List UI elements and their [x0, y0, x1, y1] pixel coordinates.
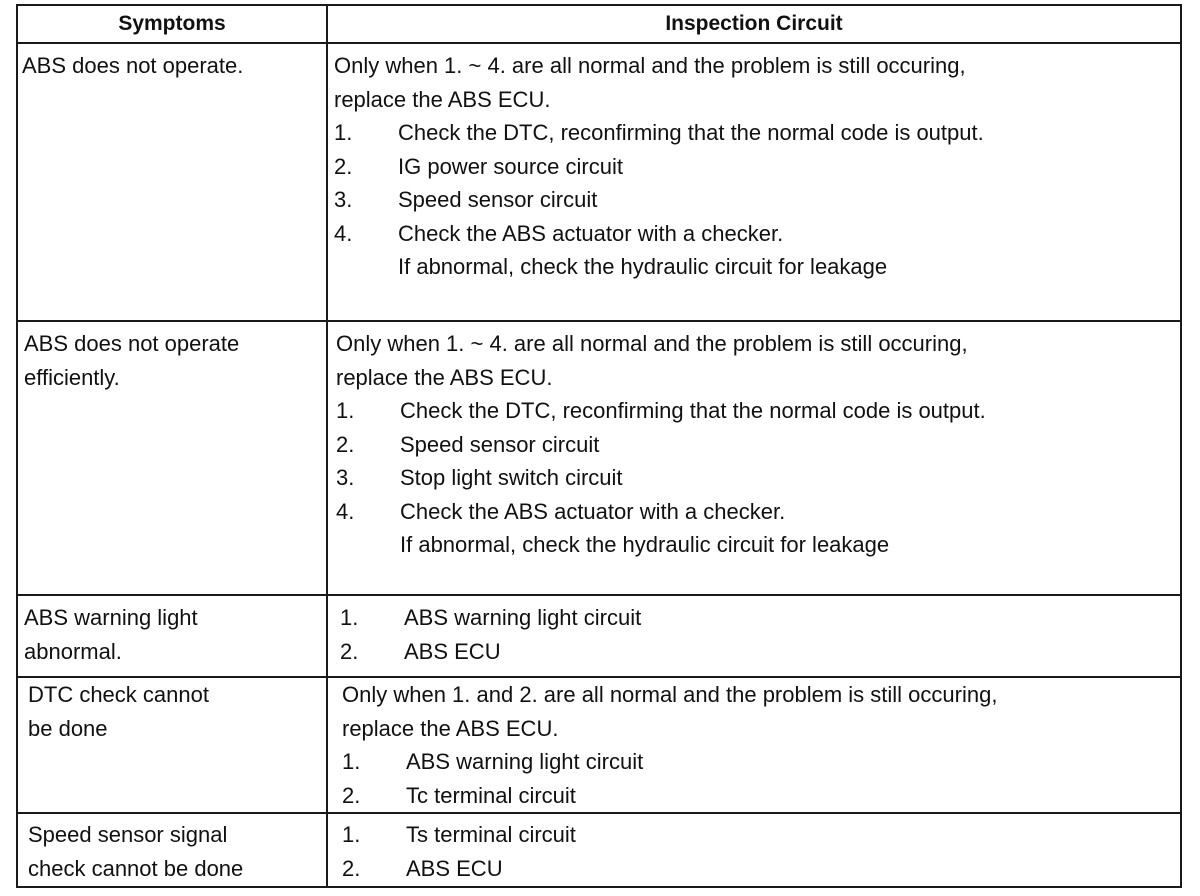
- symptom-text: efficiently.: [24, 364, 120, 390]
- item-number: 2.: [340, 638, 359, 664]
- intro-line: replace the ABS ECU.: [336, 364, 553, 390]
- symptom-cell: [22, 49, 243, 83]
- item-number: 3.: [336, 465, 355, 490]
- symptom-text: check cannot be done: [28, 855, 244, 881]
- symptom-cell: [24, 601, 198, 668]
- item-text: ABS ECU: [406, 855, 503, 881]
- inspection-cell: [340, 601, 641, 668]
- intro-line: Only when 1. and 2. are all normal and the problem is still occuring,: [342, 682, 998, 707]
- item-number: 1.: [334, 120, 353, 145]
- item-number: 1.: [336, 398, 355, 423]
- header-symptoms: Symptoms: [118, 12, 226, 35]
- column-divider: [326, 6, 328, 886]
- item-text: Check the DTC, reconfirming that the normal code is output.: [400, 398, 986, 423]
- row-divider: [18, 320, 1180, 322]
- symptom-cell: [28, 678, 209, 745]
- item-text: Speed sensor circuit: [400, 431, 600, 457]
- item-number: 4.: [334, 220, 353, 246]
- inspection-item: [340, 601, 641, 635]
- inspection-item: [336, 394, 986, 428]
- intro-line: replace the ABS ECU.: [334, 86, 551, 112]
- item-text: Check the ABS actuator with a checker.: [398, 220, 784, 246]
- header-divider: [18, 42, 1180, 44]
- inspection-cell: [342, 678, 997, 812]
- inspection-item: [334, 116, 984, 150]
- symptom-text: ABS warning light: [24, 605, 198, 630]
- inspection-item: [342, 818, 576, 852]
- item-text: ABS warning light circuit: [406, 749, 644, 774]
- inspection-item: [342, 852, 576, 886]
- inspection-item: [336, 495, 986, 529]
- inspection-item: [340, 635, 641, 669]
- inspection-cell: [336, 327, 986, 562]
- inspection-item: [334, 217, 984, 251]
- header-inspection-circuit: Inspection Circuit: [665, 12, 843, 35]
- item-number: 1.: [342, 822, 361, 847]
- item-number: 2.: [334, 153, 353, 179]
- item-text: Stop light switch circuit: [400, 465, 623, 490]
- item-text: Tc terminal circuit: [406, 782, 576, 808]
- item-continuation: If abnormal, check the hydraulic circuit for leakage: [398, 254, 888, 279]
- symptom-text: DTC check cannot: [28, 682, 209, 707]
- inspection-item: [336, 461, 986, 495]
- inspection-cell: [334, 49, 984, 284]
- item-number: 2.: [342, 782, 361, 808]
- item-number: 4.: [336, 498, 355, 524]
- symptom-text: be done: [28, 715, 108, 741]
- item-number: 1.: [342, 749, 361, 774]
- row-divider: [18, 594, 1180, 596]
- item-number: 3.: [334, 187, 353, 212]
- inspection-item: [336, 428, 986, 462]
- symptom-text: Speed sensor signal: [28, 822, 228, 847]
- inspection-cell: [342, 818, 576, 885]
- symptom-text: abnormal.: [24, 638, 122, 664]
- item-text: IG power source circuit: [398, 153, 623, 179]
- symptom-text: ABS does not operate.: [22, 53, 244, 78]
- item-number: 2.: [342, 855, 361, 881]
- inspection-item: [334, 150, 984, 184]
- item-text: ABS ECU: [404, 638, 501, 664]
- inspection-item: [342, 745, 997, 779]
- item-number: 1.: [340, 605, 359, 630]
- inspection-item: [342, 779, 997, 813]
- intro-line: Only when 1. ~ 4. are all normal and the problem is still occuring,: [336, 331, 968, 356]
- symptom-cell: [24, 327, 239, 394]
- symptom-table: [16, 4, 1182, 888]
- item-text: Speed sensor circuit: [398, 187, 598, 212]
- symptom-text: ABS does not operate: [24, 331, 240, 356]
- item-text: Check the ABS actuator with a checker.: [400, 498, 786, 524]
- item-text: ABS warning light circuit: [404, 605, 642, 630]
- intro-line: replace the ABS ECU.: [342, 715, 559, 741]
- item-text: Ts terminal circuit: [406, 822, 576, 847]
- intro-line: Only when 1. ~ 4. are all normal and the problem is still occuring,: [334, 53, 966, 78]
- item-text: Check the DTC, reconfirming that the normal code is output.: [398, 120, 984, 145]
- symptom-cell: [28, 818, 243, 885]
- item-number: 2.: [336, 431, 355, 457]
- row-divider: [18, 812, 1180, 814]
- inspection-item: [334, 183, 984, 217]
- item-continuation: If abnormal, check the hydraulic circuit for leakage: [400, 532, 890, 557]
